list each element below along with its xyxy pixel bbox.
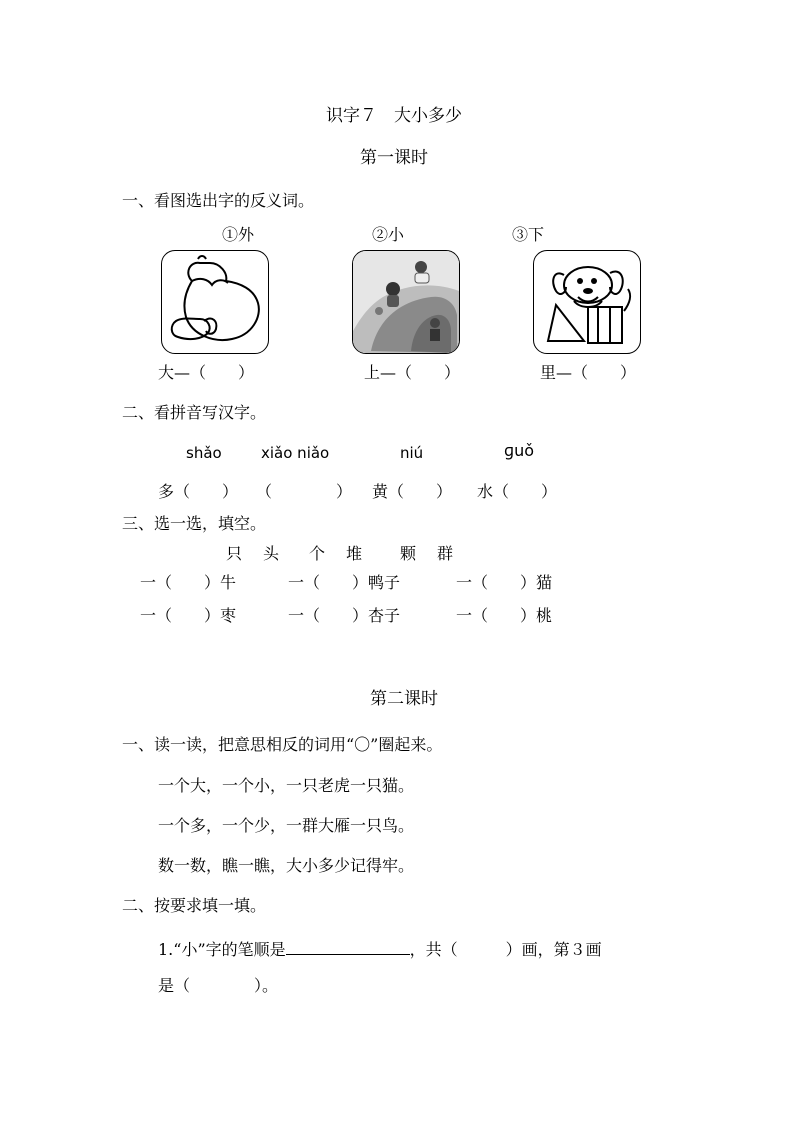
- l2-q2-item1-line1: [158, 938, 602, 958]
- l1-q3-instruction: 三、选一选，填空。: [122, 514, 267, 533]
- l1-q1-option-3: ③下: [512, 225, 545, 244]
- measure-word-4: 堆: [346, 544, 363, 563]
- l1-q3-row2-3[interactable]: 一（ ）桃: [456, 606, 553, 625]
- l1-q1-answer-1[interactable]: 大—（ ）: [158, 363, 255, 382]
- page-title: 识字７ 大小多少: [326, 106, 462, 126]
- l1-q1-instruction: 一、看图选出字的反义词。: [122, 191, 315, 210]
- l1-q3-row1-2[interactable]: 一（ ）鸭子: [288, 573, 401, 592]
- measure-word-3: 个: [309, 544, 326, 563]
- measure-word-5: 颗: [400, 544, 417, 563]
- lesson2-heading: 第二课时: [370, 689, 438, 709]
- l1-q2-blank-4[interactable]: 水（ ）: [477, 482, 558, 501]
- l2-q1-line-3[interactable]: 数一数，瞧一瞧，大小多少记得牢。: [158, 856, 415, 875]
- l1-q2-blank-1[interactable]: 多（ ）: [158, 482, 239, 501]
- slide-picture: [352, 250, 460, 354]
- stroke-order-blank[interactable]: [286, 938, 410, 955]
- l1-q1-answer-3[interactable]: 里—（ ）: [540, 363, 637, 382]
- pinyin-4: ɡuǒ: [504, 441, 535, 460]
- l1-q1-option-2: ②小: [372, 225, 405, 244]
- measure-word-6: 群: [437, 544, 454, 563]
- slide-icon: [353, 251, 459, 353]
- l1-q3-row2-1[interactable]: 一（ ）枣: [140, 606, 237, 625]
- l2-q2-item1-line2[interactable]: 是（ ）。: [158, 976, 279, 995]
- l2-q2-instruction: 二、按要求填一填。: [122, 896, 267, 915]
- l1-q3-row2-2[interactable]: 一（ ）杏子: [288, 606, 401, 625]
- measure-word-1: 只: [226, 544, 243, 563]
- eggplant-icon: [162, 251, 268, 353]
- l2-q1-instruction: 一、读一读，把意思相反的词用“〇”圈起来。: [122, 735, 443, 754]
- l2-q2-item1-suffix: ，共（ ）画，第３画: [409, 940, 602, 959]
- l1-q2-blank-2[interactable]: （ ）: [256, 482, 353, 501]
- dog-icon: [534, 251, 640, 353]
- l1-q2-blank-3[interactable]: 黄（ ）: [372, 482, 453, 501]
- l1-q3-row1-3[interactable]: 一（ ）猫: [456, 573, 553, 592]
- l1-q2-instruction: 二、看拼音写汉字。: [122, 403, 267, 422]
- l1-q3-row1-1[interactable]: 一（ ）牛: [140, 573, 237, 592]
- lesson1-heading: 第一课时: [360, 148, 428, 168]
- eggplant-picture: [161, 250, 269, 354]
- pinyin-2: xiǎo niǎo: [261, 444, 330, 462]
- pinyin-3: niú: [400, 444, 424, 462]
- measure-word-2: 头: [263, 544, 280, 563]
- pinyin-1: shǎo: [186, 444, 222, 462]
- l2-q2-item1-prefix: 1.“小”字的笔顺是: [158, 940, 286, 959]
- l1-q1-answer-2[interactable]: 上—（ ）: [364, 363, 461, 382]
- l1-q1-option-1: ①外: [222, 225, 255, 244]
- dog-box-picture: [533, 250, 641, 354]
- l2-q1-line-2[interactable]: 一个多，一个少，一群大雁一只鸟。: [158, 816, 415, 835]
- l2-q1-line-1[interactable]: 一个大，一个小，一只老虎一只猫。: [158, 776, 415, 795]
